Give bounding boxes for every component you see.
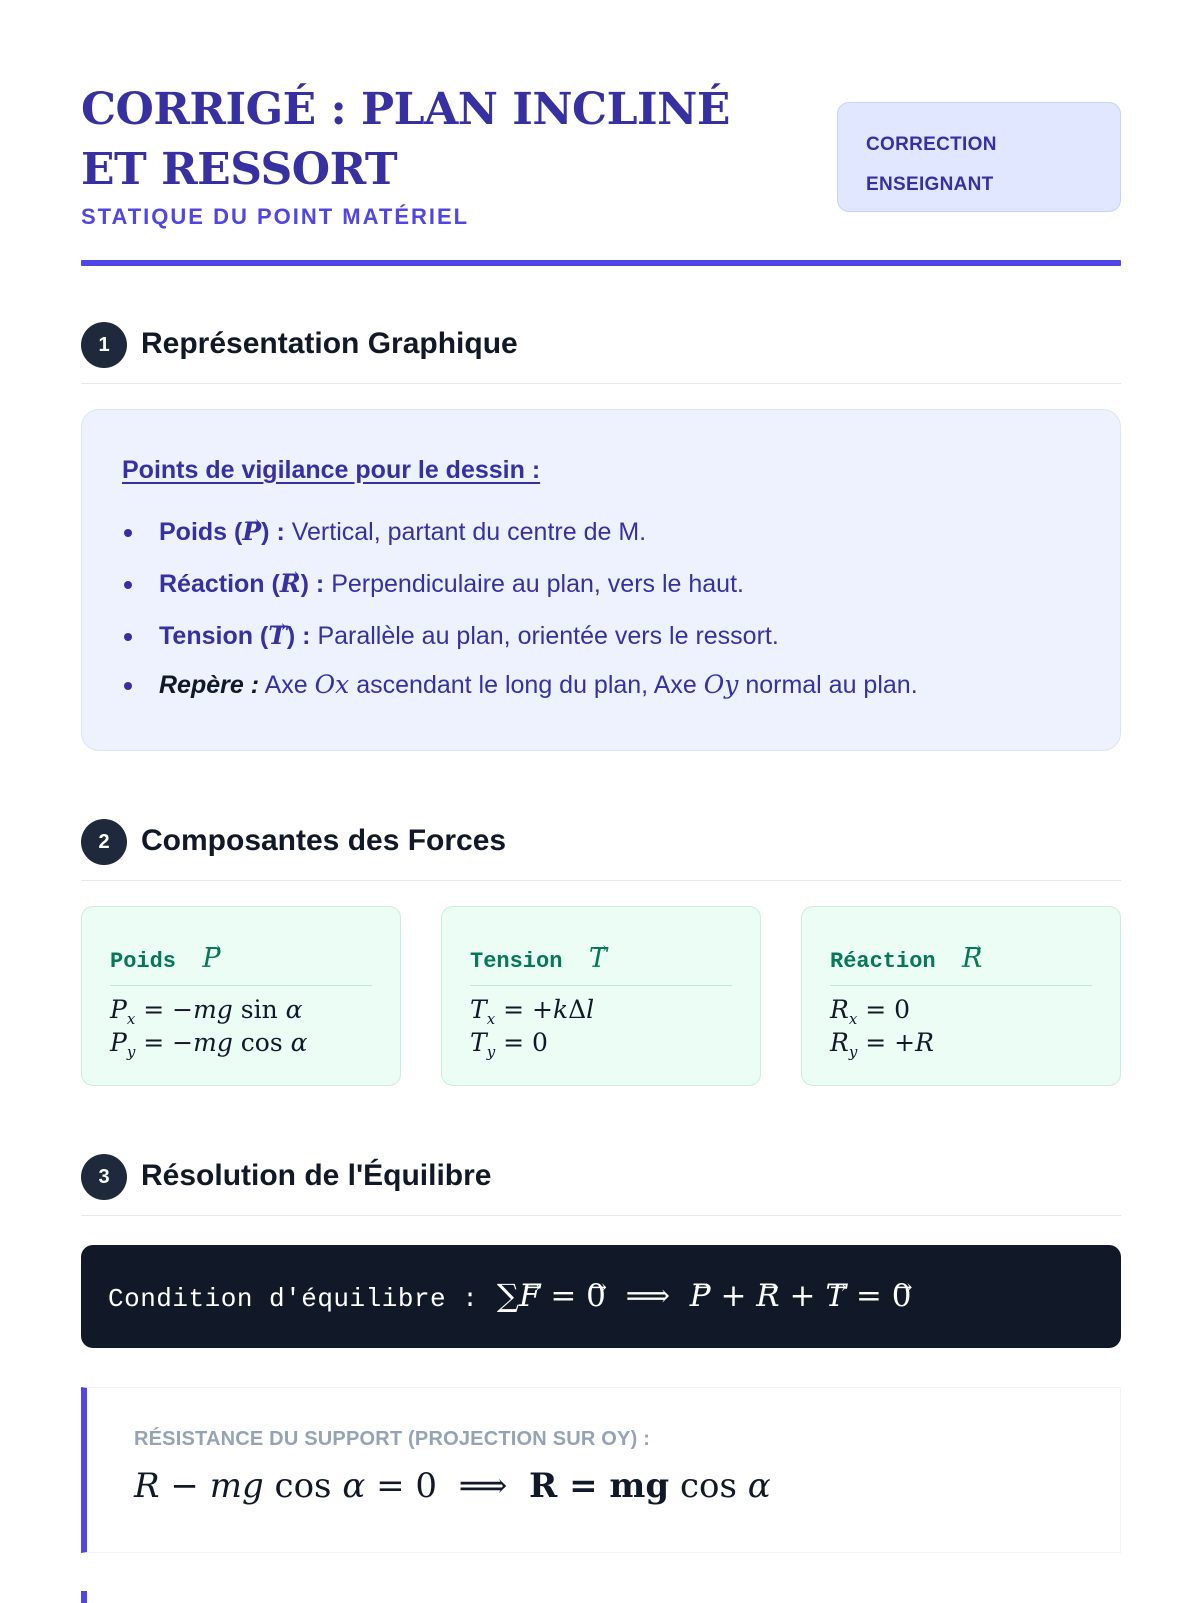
equilibrium-formula: ∑→ F = → 0 ⟹ → P + → R + → T = → 0 [497,1278,912,1314]
vigilance-box [81,409,1121,751]
section-number: 1 [81,322,127,368]
item-label: Réaction [159,570,265,598]
section-number: 2 [81,819,127,865]
equilibrium-condition-panel [81,1245,1121,1348]
card-title [470,937,732,986]
section-title: Représentation Graphique [141,327,518,360]
header-divider [81,260,1121,266]
list-item: Tension (→ T) : Parallèle au plan, orientée vers le ressort. [122,610,1062,662]
next-block-accent [81,1591,87,1603]
section-number: 3 [81,1154,127,1200]
item-label: Repère : [159,671,260,699]
component-cards [81,906,1121,1086]
badge-line-2: ENSEIGNANT [866,174,994,195]
equation-x: $R_x = 0$ [830,995,911,1028]
section-title: Résolution de l'Équilibre [141,1159,492,1192]
card-title [110,937,372,986]
page-title: CORRIGÉ : PLAN INCLINÉ ET RESSORT [81,84,730,195]
item-text: Axe [264,671,308,699]
teacher-badge [837,102,1121,212]
item-label: Tension [159,622,253,650]
equilibrium-label: Condition d'équilibre : [108,1284,479,1314]
card-weight [81,906,401,1086]
card-title-text: Poids [110,949,177,974]
item-label: Poids [159,518,228,546]
axis-symbol: Ox [314,670,350,699]
vector-symbol: → P [202,937,220,981]
header [81,0,1121,268]
support-formula: R − mg cos α = 0 ⟹ R = mg cos α [134,1466,771,1506]
item-text: ascendant le long du plan, Axe [356,671,697,699]
section-title: Composantes des Forces [141,824,507,857]
list-item: Poids (→ P) : Vertical, partant du centre de M. [122,506,1062,558]
vector-symbol: → R [962,937,982,981]
item-text: Parallèle au plan, orientée vers le ressort. [317,622,779,650]
page-subtitle: STATIQUE DU POINT MATÉRIEL [81,204,470,229]
card-title-text: Tension [470,949,563,974]
list-item [122,662,1062,708]
section-2-header [81,819,1121,881]
equation-y: $T_y = 0$ [470,1028,548,1061]
vector-symbol: → R [280,558,301,610]
item-text: normal au plan. [745,671,918,699]
section-1-header [81,322,1121,384]
axis-symbol: Oy [703,670,739,699]
equation-y: $P_y = -mg$ cos α [110,1028,308,1061]
card-title-text: Réaction [830,949,936,974]
card-title [830,937,1092,986]
vigilance-title: Points de vigilance pour le dessin : [122,456,541,484]
list-item: Réaction (→ R) : Perpendiculaire au plan, vers le haut. [122,558,1062,610]
vector-symbol: → T [268,610,287,662]
section-3-header [81,1154,1121,1216]
badge-line-1: CORRECTION [866,134,997,155]
support-label: RÉSISTANCE DU SUPPORT (PROJECTION SUR OY) : [134,1428,651,1450]
equation-x: $P_x = -mg$ sin α [110,995,303,1028]
vector-symbol: → T [589,937,607,981]
support-resistance-box [81,1387,1121,1553]
document-page [81,0,1121,1506]
item-text: Perpendiculaire au plan, vers le haut. [331,570,744,598]
equation-x: $T_x = +k\Delta l$ [470,995,595,1028]
card-tension [441,906,761,1086]
vigilance-list [122,506,1062,708]
item-text: Vertical, partant du centre de M. [291,518,647,546]
card-reaction [801,906,1121,1086]
equation-y: $R_y = +R$ [830,1028,934,1061]
vector-symbol: → P [242,506,261,558]
